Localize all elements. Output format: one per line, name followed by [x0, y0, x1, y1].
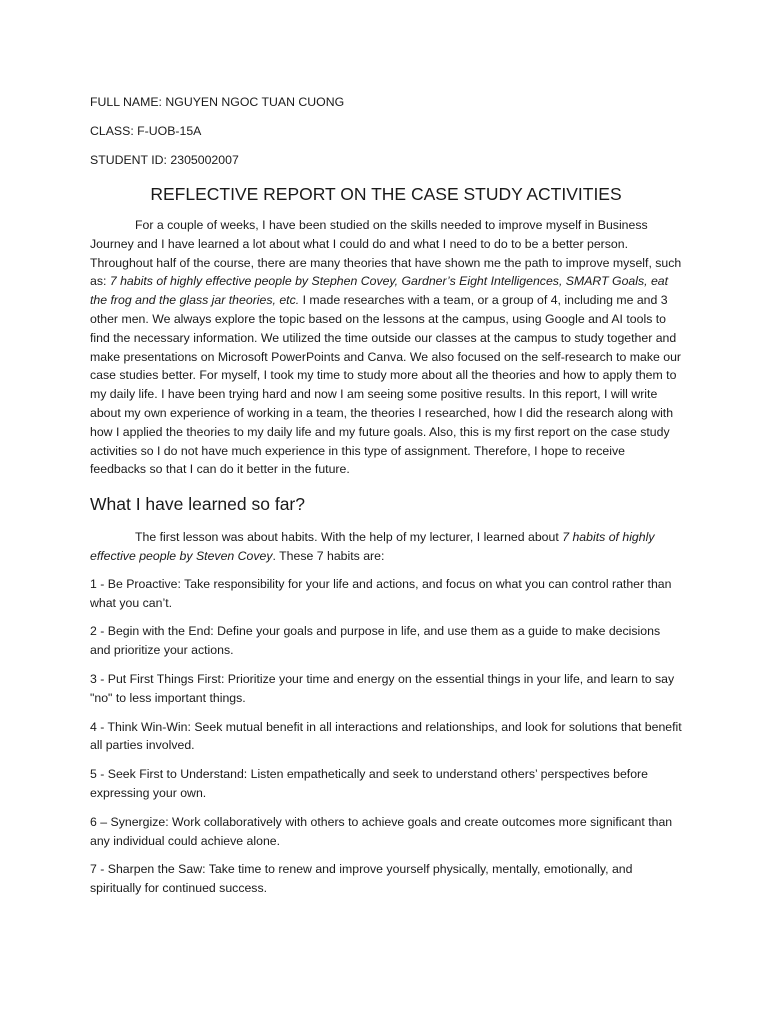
intro-paragraph [90, 216, 682, 479]
habit-item-3: 3 - Put First Things First: Prioritize your time and energy on the essential things in your life, and learn to say "no" to less important things. [90, 671, 675, 705]
intro-text-part2: I made researches with a team, or a group of 4, including me and 3 other men. We always explore the topic based on the lessons at the campus, using Google and AI tools to find the necessary information. We utilized the time outside our classes at the campus to study together and make presentations on Microsoft PowerPoints and Canva. We also focused on the self-research to make our case studies better. For myself, I took my time to study more about all the theories and how to apply them to my daily life. I have been trying hard and now I am seeing some positive results. In this report, I will write about my own experience of working in a team, the theories I researched, how I did the research along with how I applied the theories to my daily life and my future goals. Also, this is my first report on the case study activities so I do not have much experience in this type of assignment. Therefore, I hope to receive feedbacks so that I can do it better in the future. [90, 293, 682, 477]
habit-item-4: 4 - Think Win-Win: Seek mutual benefit in all interactions and relationships, and look for solutions that benefit all parties involved. [90, 719, 682, 753]
student-id-line: STUDENT ID: 2305002007 [90, 153, 239, 167]
full-name-line: FULL NAME: NGUYEN NGOC TUAN CUONG [90, 95, 345, 109]
habit-item-7: 7 - Sharpen the Saw: Take time to renew and improve yourself physically, mentally, emotionally, and spiritually for continued success. [90, 862, 633, 896]
class-line: CLASS: F-UOB-15A [90, 124, 202, 138]
lesson-text-part1: The first lesson was about habits. With the help of my lecturer, I learned about [135, 530, 563, 545]
lesson-italic: 7 habits of highly effective people by Steven Covey [90, 530, 655, 563]
habit-item-1: 1 - Be Proactive: Take responsibility for your life and actions, and focus on what you can control rather than what you can’t. [90, 576, 672, 610]
habit-item-5: 5 - Seek First to Understand: Listen empathetically and seek to understand others’ perspectives before expressing your own. [90, 767, 648, 800]
lesson-paragraph [90, 528, 682, 566]
section-heading: What I have learned so far? [90, 494, 305, 515]
report-title: REFLECTIVE REPORT ON THE CASE STUDY ACTIVITIES [150, 184, 622, 204]
document-page [90, 94, 682, 908]
habit-item-2: 2 - Begin with the End: Define your goals and purpose in life, and use them as a guide to make decisions and prioritize your actions. [90, 624, 661, 658]
intro-text-part1: For a couple of weeks, I have been studied on the skills needed to improve myself in Business Journey and I have learned a lot about what I could do and what I need to do to be a better person. Throughout half of the course, there are many theories that have shown me the path to improve myself, such as: [90, 218, 682, 289]
habit-item-6: 6 – Synergize: Work collaboratively with others to achieve goals and create outcomes more significant than any individual could achieve alone. [90, 814, 673, 848]
intro-theories-italic: 7 habits of highly effective people by Stephen Covey, Gardner’s Eight Intelligences, SMART Goals, eat the frog and the glass jar theories, etc. [90, 274, 669, 308]
lesson-text-part2: . These 7 habits are: [272, 548, 385, 563]
